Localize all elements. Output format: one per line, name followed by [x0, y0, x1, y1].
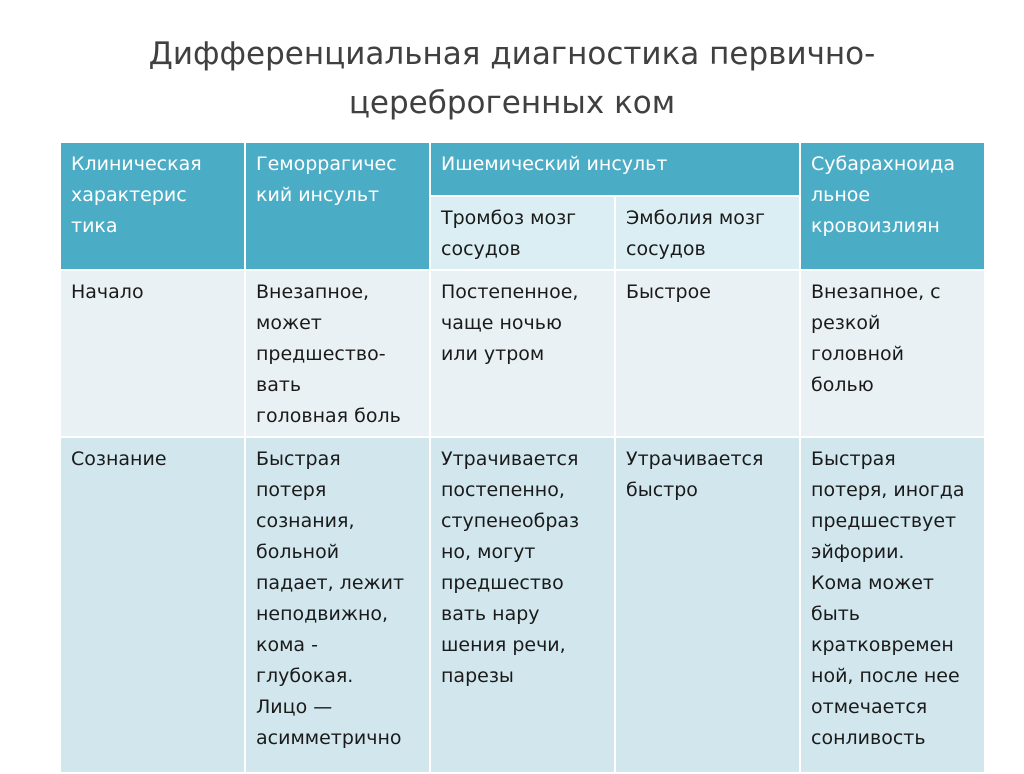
- cell-text-line: головная боль: [256, 405, 401, 427]
- cell-text-line: падает, лежит: [256, 572, 405, 594]
- cell-text-line: Субарахноида: [811, 153, 956, 175]
- page-title: [0, 30, 1024, 128]
- cell-text-line: или утром: [441, 343, 545, 365]
- cell-text-line: головной: [811, 343, 904, 365]
- cell-text-line: предшествует: [811, 510, 957, 532]
- cell-text-line: резкой: [811, 312, 881, 334]
- cell-onset-subarachnoid: [800, 270, 985, 437]
- cell-text-line: может: [256, 312, 322, 334]
- cell-text-line: Геморрагичес: [256, 153, 397, 175]
- cell-text-line: Эмболия мозг: [626, 207, 765, 229]
- cell-text-line: болью: [811, 374, 874, 396]
- header-ischemic-stroke: [430, 142, 800, 196]
- header-subarachnoid-hemorrhage: [800, 142, 985, 270]
- cell-text-line: отмечается: [811, 696, 928, 718]
- cell-text-line: потеря: [256, 479, 327, 501]
- cell-consciousness-hemorrhagic: [245, 437, 430, 773]
- cell-text-line: Постепенное,: [441, 281, 579, 303]
- cell-text-line: Сознание: [71, 448, 167, 470]
- cell-text-line: но, могут: [441, 541, 536, 563]
- cell-text-line: кровоизлиян: [811, 215, 940, 237]
- cell-onset-hemorrhagic: [245, 270, 430, 437]
- cell-text-line: асимметрично: [256, 727, 402, 749]
- cell-consciousness-embolism: [615, 437, 800, 773]
- title-line-2: цереброгенных ком: [348, 85, 676, 121]
- cell-text-line: кий инсульт: [256, 184, 380, 206]
- cell-text-line: сосудов: [441, 238, 521, 260]
- cell-text-line: Внезапное,: [256, 281, 370, 303]
- cell-text-line: вать: [256, 374, 302, 396]
- cell-text-line: Лицо —: [256, 696, 333, 718]
- cell-text-line: кратковремен: [811, 634, 954, 656]
- cell-consciousness-subarachnoid: [800, 437, 985, 773]
- cell-text-line: быстро: [626, 479, 698, 501]
- cell-text-line: предшество-: [256, 343, 386, 365]
- subheader-embolism: [615, 196, 800, 270]
- cell-text-line: предшество: [441, 572, 564, 594]
- cell-onset-thrombosis: [430, 270, 615, 437]
- header-hemorrhagic-stroke: [245, 142, 430, 270]
- cell-text-line: льное: [811, 184, 871, 206]
- diagnosis-table: [59, 141, 986, 774]
- table-row: [60, 437, 985, 773]
- cell-text-line: характерис: [71, 184, 187, 206]
- subheader-thrombosis: [430, 196, 615, 270]
- row-label-consciousness: [60, 437, 245, 773]
- cell-text-line: Кома может: [811, 572, 934, 594]
- cell-text-line: Утрачивается: [441, 448, 579, 470]
- cell-text-line: Быстрое: [626, 281, 711, 303]
- cell-onset-embolism: [615, 270, 800, 437]
- cell-text-line: ной, после нее: [811, 665, 960, 687]
- cell-text-line: сосудов: [626, 238, 706, 260]
- cell-text-line: чаще ночью: [441, 312, 562, 334]
- cell-text-line: неподвижно,: [256, 603, 389, 625]
- cell-text-line: кома -: [256, 634, 318, 656]
- cell-text-line: Быстрая: [811, 448, 896, 470]
- row-label-onset: [60, 270, 245, 437]
- cell-text-line: постепенно,: [441, 479, 565, 501]
- cell-text-line: шения речи,: [441, 634, 566, 656]
- table-row: [60, 270, 985, 437]
- title-line-1: Дифференциальная диагностика первично-: [148, 36, 876, 72]
- cell-text-line: Ишемический инсульт: [441, 153, 668, 175]
- cell-text-line: больной: [256, 541, 340, 563]
- cell-text-line: сознания,: [256, 510, 355, 532]
- cell-text-line: Утрачивается: [626, 448, 764, 470]
- cell-text-line: эйфории.: [811, 541, 905, 563]
- cell-text-line: глубокая.: [256, 665, 354, 687]
- cell-consciousness-thrombosis: [430, 437, 615, 773]
- cell-text-line: Тромбоз мозг: [441, 207, 577, 229]
- cell-text-line: Клиническая: [71, 153, 202, 175]
- cell-text-line: Начало: [71, 281, 144, 303]
- header-clinical-characteristic: [60, 142, 245, 270]
- cell-text-line: потеря, иногда: [811, 479, 965, 501]
- cell-text-line: Внезапное, с: [811, 281, 941, 303]
- cell-text-line: Быстрая: [256, 448, 341, 470]
- cell-text-line: парезы: [441, 665, 514, 687]
- cell-text-line: тика: [71, 215, 118, 237]
- cell-text-line: быть: [811, 603, 860, 625]
- cell-text-line: ступенеобраз: [441, 510, 580, 532]
- cell-text-line: вать нару: [441, 603, 540, 625]
- cell-text-line: сонливость: [811, 727, 926, 749]
